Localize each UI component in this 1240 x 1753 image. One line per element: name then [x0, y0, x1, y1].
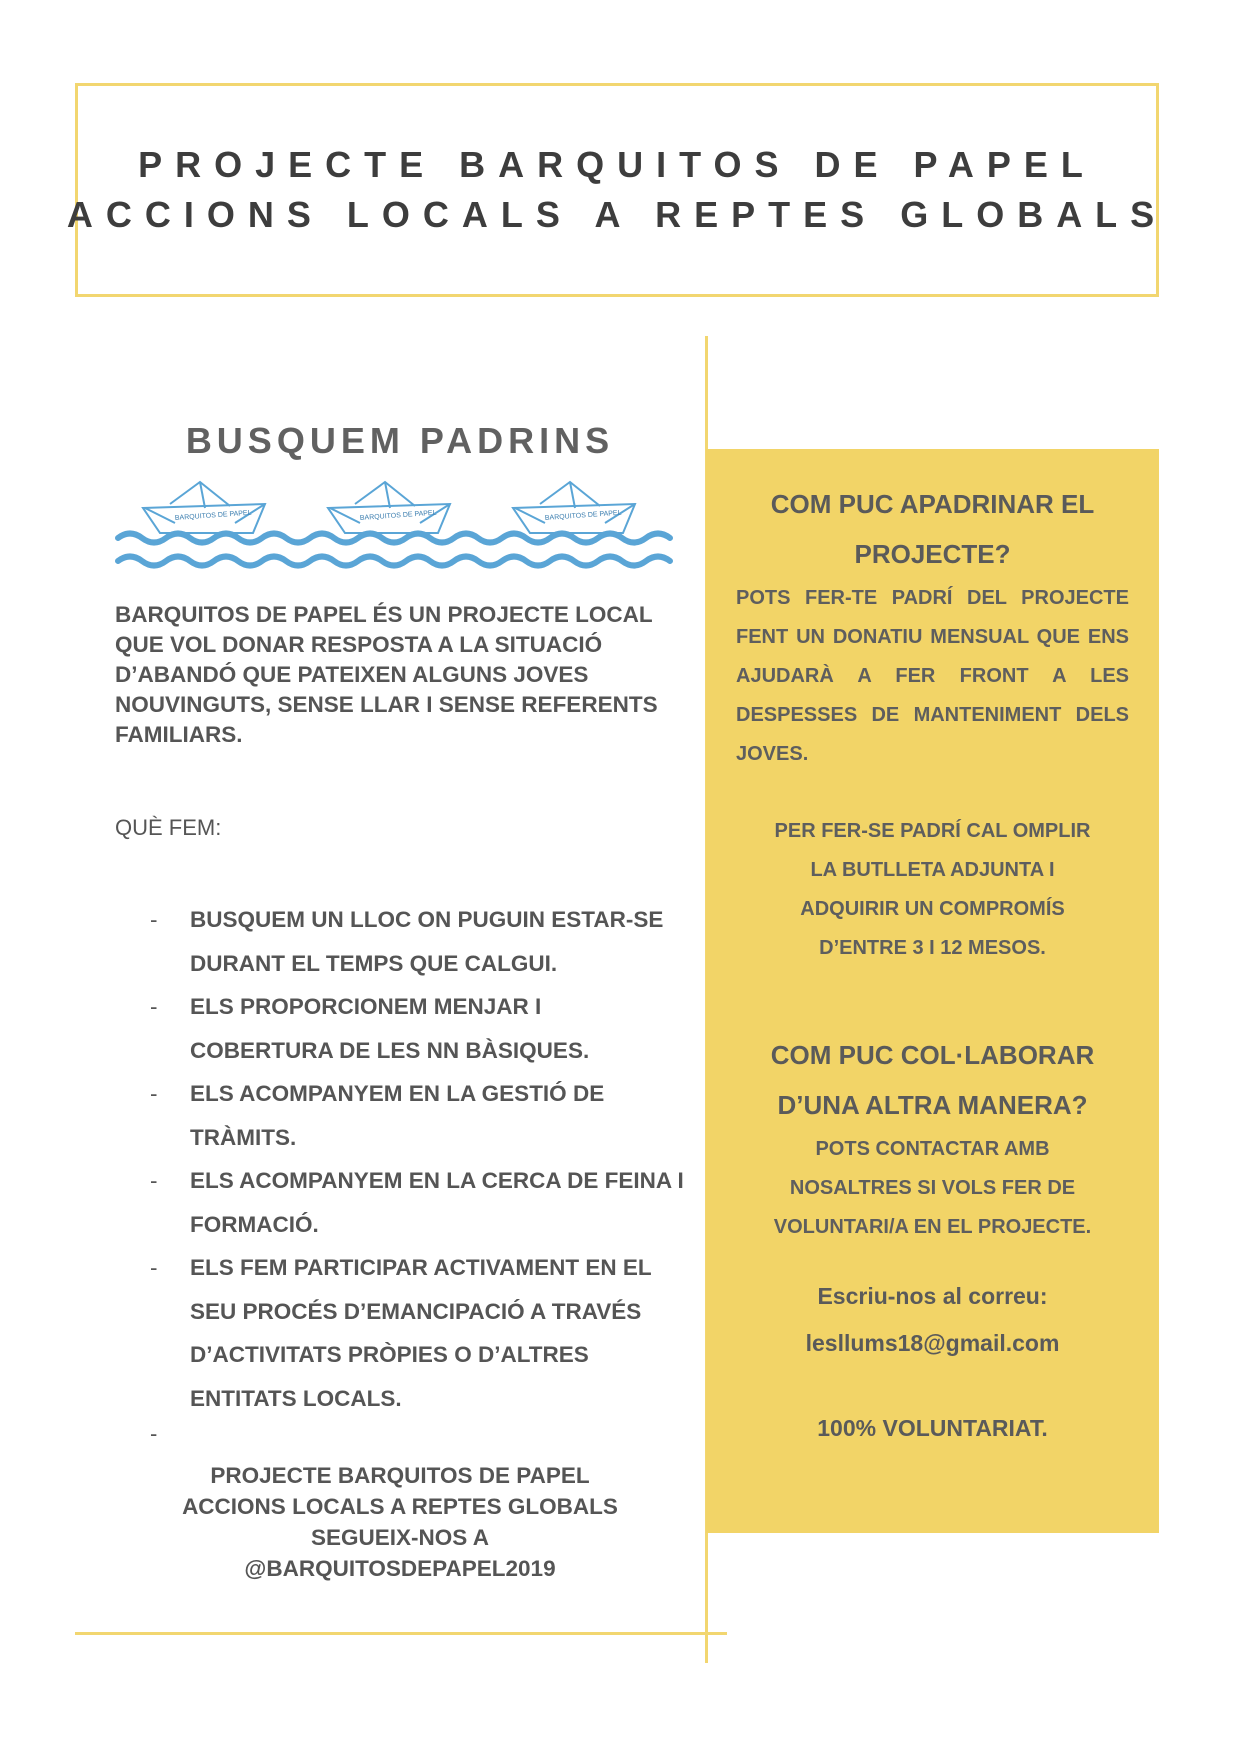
what-we-do-label: QUÈ FEM:	[115, 815, 222, 840]
collab-line: VOLUNTARI/A EN EL PROJECTE.	[773, 1216, 1092, 1238]
list-item-text: ELS ACOMPANYEM EN LA GESTIÓ DE TRÀMITS.	[190, 1081, 605, 1150]
collab-heading-line: COM PUC COL·LABORAR	[770, 1040, 1095, 1070]
collab-text	[736, 1130, 1129, 1247]
boat-label: BARQUITOS DE PAPEL	[359, 509, 437, 522]
title-line-1: PROJECTE BARQUITOS DE PAPEL	[138, 144, 1096, 185]
boat-label: BARQUITOS DE PAPEL	[544, 509, 622, 522]
write-label: Escriu-nos al correu:	[817, 1283, 1048, 1309]
requirements-line: ADQUIRIR UN COMPROMÍS	[800, 898, 1065, 920]
footer-line-1: PROJECTE BARQUITOS DE PAPEL	[210, 1463, 590, 1488]
boats-logo	[115, 478, 675, 570]
sponsor-panel	[706, 449, 1159, 1533]
paper-boat-icon	[328, 482, 450, 533]
paper-boat-icon	[513, 482, 635, 533]
intro-text: BARQUITOS DE PAPEL ÉS UN PROJECTE LOCAL QUE VOL DONAR RESPOSTA A LA SITUACIÓ D’ABANDÓ QUE PATEIXEN ALGUNS JOVES NOUVINGUTS, SENSE LLAR I SENSE REFERENTS FAMILIARS.	[115, 602, 658, 747]
list-item	[150, 1072, 690, 1159]
list-dash: -	[150, 994, 158, 1019]
left-heading: BUSQUEM PADRINS	[185, 420, 615, 461]
requirements-line: PER FER-SE PADRÍ CAL OMPLIR	[774, 820, 1091, 842]
list-item	[150, 1159, 690, 1246]
list-dash: -	[150, 1168, 158, 1193]
sponsor-heading: COM PUC APADRINAR EL PROJECTE?	[770, 489, 1095, 569]
footer-block	[115, 1460, 685, 1584]
footer-handle: @BARQUITOSDEPAPEL2019	[244, 1556, 556, 1581]
list-item-text: BUSQUEM UN LLOC ON PUGUIN ESTAR-SE DURANT EL TEMPS QUE CALGUI.	[190, 907, 664, 976]
sponsor-text: POTS FER-TE PADRÍ DEL PROJECTE FENT UN DONATIU MENSUAL QUE ENS AJUDARÀ A FER FRONT A LES DESPESSES DE MANTENIMENT DELS JOVES.	[736, 587, 1129, 765]
collab-line: NOSALTRES SI VOLS FER DE	[789, 1177, 1076, 1199]
list-item-text: ELS FEM PARTICIPAR ACTIVAMENT EN EL SEU PROCÉS D’EMANCIPACIÓ A TRAVÉS D’ACTIVITATS PRÒPIES O D’ALTRES ENTITATS LOCALS.	[190, 1255, 652, 1411]
requirements-line: LA BUTLLETA ADJUNTA I	[810, 859, 1055, 881]
list-dash: -	[150, 1255, 158, 1280]
sponsor-requirements	[736, 812, 1129, 968]
bottom-divider	[75, 1632, 727, 1635]
list-item-text: ELS PROPORCIONEM MENJAR I COBERTURA DE LES NN BÀSIQUES.	[190, 994, 590, 1063]
requirements-line: D’ENTRE 3 I 12 MESOS.	[819, 937, 1046, 959]
paper-boat-icon	[143, 482, 265, 533]
list-dash: -	[150, 1081, 158, 1106]
actions-list	[150, 898, 690, 1420]
collab-line: POTS CONTACTAR AMB	[815, 1138, 1050, 1160]
list-dash: -	[150, 907, 158, 932]
email-link[interactable]: lesllums18@gmail.com	[805, 1330, 1060, 1356]
waves-icon	[118, 534, 670, 566]
footer-line-2: ACCIONS LOCALS A REPTES GLOBALS	[182, 1494, 618, 1519]
list-item	[150, 985, 690, 1072]
list-item	[150, 1246, 690, 1420]
list-item-text: ELS ACOMPANYEM EN LA CERCA DE FEINA I FORMACIÓ.	[190, 1168, 684, 1237]
footer-line-3: SEGUEIX-NOS A	[311, 1525, 489, 1550]
empty-list-dash: -	[150, 1421, 158, 1446]
boat-label: BARQUITOS DE PAPEL	[174, 509, 252, 522]
collab-heading	[736, 1030, 1129, 1130]
title-box	[66, 83, 1168, 297]
title-line-2: ACCIONS LOCALS A REPTES GLOBALS	[66, 194, 1168, 235]
volunteer-note: 100% VOLUNTARIAT.	[817, 1415, 1048, 1441]
list-item	[150, 898, 690, 985]
collab-heading-line: D’UNA ALTRA MANERA?	[777, 1090, 1088, 1120]
